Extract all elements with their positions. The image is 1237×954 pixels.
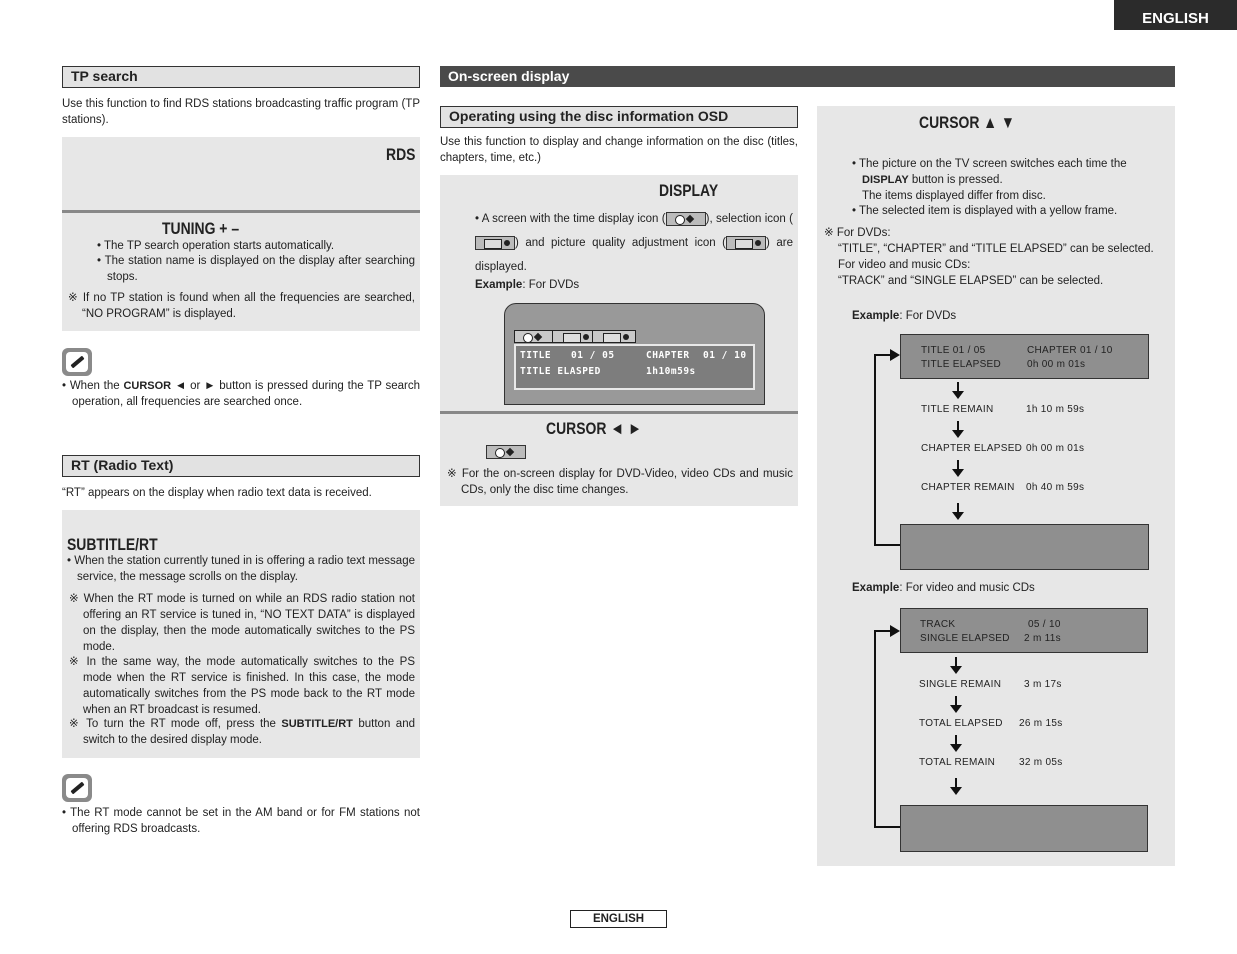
cd-empty-box bbox=[900, 805, 1148, 852]
example-dvd-label: Example: For DVDs bbox=[852, 310, 957, 322]
tp-tip: • When the CURSOR ◄ or ► button is pressed during the TP search operation, all frequencies are searched once. bbox=[62, 380, 420, 408]
dvd-empty-box bbox=[900, 524, 1149, 570]
on-screen-display-title: On-screen display bbox=[448, 68, 570, 84]
rt-intro: “RT” appears on the display when radio text data is received. bbox=[62, 487, 372, 499]
disc-osd-title: Operating using the disc information OSD bbox=[449, 108, 729, 124]
cursor-left-right-button: CURSOR ◄ ► bbox=[546, 419, 642, 438]
selection-icon bbox=[475, 236, 515, 250]
cd-step-value: 3 m 17s bbox=[1024, 679, 1062, 690]
rt-bullet: • When the station currently tuned in is offering a radio text message service, the message scrolls on the display. bbox=[67, 555, 415, 583]
example-cd-label: Example: For video and music CDs bbox=[852, 582, 1035, 594]
footer-language-text: ENGLISH bbox=[592, 913, 645, 925]
cd-single-value: 2 m 11s bbox=[1024, 633, 1061, 644]
rt-note-1: ※ When the RT mode is turned on while an RDS radio station not offering an RT service is tuned in, “NO TEXT DATA” is displayed on the display, then the mode automatically switches to the PS mode. bbox=[69, 593, 415, 653]
display-note: ※ For the on-screen display for DVD-Video, video CDs and music CDs, only the disc time changes. bbox=[447, 468, 793, 496]
rt-note-2: ※ In the same way, the mode automatically switches to the PS mode when the RT service is finished. In this case, the mode automatically switches from the PS mode back to the RT mode when an RT broadcast is resumed. bbox=[69, 656, 415, 716]
dvd-step-label: TITLE REMAIN bbox=[921, 404, 994, 415]
display-steps-panel bbox=[440, 175, 798, 506]
arrow-down-icon bbox=[949, 696, 963, 714]
arrow-down-icon bbox=[951, 460, 965, 478]
cd-track-label: TRACK bbox=[920, 619, 956, 630]
arrow-down-icon bbox=[951, 503, 965, 521]
osd-info-bar bbox=[514, 344, 755, 390]
osd-elapsed-value: 1h10m59s bbox=[646, 366, 696, 377]
tp-bullet-1: • The TP search operation starts automatically. bbox=[97, 240, 335, 252]
rt-tip: • The RT mode cannot be set in the AM band or for FM stations not offering RDS broadcasts. bbox=[62, 807, 420, 835]
osd-chapter-value: 01 / 10 bbox=[703, 350, 747, 361]
dvd-title-value: TITLE 01 / 05 bbox=[921, 345, 986, 356]
footer-language-label bbox=[570, 910, 667, 928]
tp-search-intro: Use this function to find RDS stations broadcasting traffic program (TP stations). bbox=[62, 98, 420, 126]
dvd-chapter-value: CHAPTER 01 / 10 bbox=[1027, 345, 1113, 356]
arrow-down-icon bbox=[949, 778, 963, 796]
language-tab-label: ENGLISH bbox=[1142, 10, 1209, 27]
tp-search-title: TP search bbox=[71, 68, 138, 84]
osd-title-value: 01 / 05 bbox=[571, 350, 615, 361]
cd-step-label: TOTAL ELAPSED bbox=[919, 718, 1003, 729]
arrow-down-icon bbox=[949, 657, 963, 675]
example-dvd-label: Example: For DVDs bbox=[475, 279, 580, 291]
tp-search-heading bbox=[62, 66, 420, 88]
tp-note: ※ If no TP station is found when all the frequencies are searched, “NO PROGRAM” is displayed. bbox=[68, 292, 415, 320]
language-tab bbox=[1114, 0, 1237, 30]
cd-step-label: SINGLE REMAIN bbox=[919, 679, 1002, 690]
picture-quality-icon bbox=[726, 236, 766, 250]
osd-picture-icon bbox=[595, 331, 633, 342]
dvd-step-value: 1h 10 m 59s bbox=[1026, 404, 1085, 415]
cd-track-value: 05 / 10 bbox=[1028, 619, 1061, 630]
time-display-icon bbox=[486, 445, 526, 459]
cd-step-label: TOTAL REMAIN bbox=[919, 757, 996, 768]
cursor-bullet-1: • The picture on the TV screen switches each time the DISPLAY button is pressed. The items displayed differ from disc. bbox=[852, 158, 1127, 202]
disc-osd-intro: Use this function to display and change information on the disc (titles, chapters, time, etc.) bbox=[440, 136, 798, 164]
pencil-note-icon bbox=[62, 774, 92, 802]
rds-button: RDS bbox=[386, 145, 416, 164]
tuning-button: TUNING + – bbox=[162, 219, 240, 238]
tv-screen bbox=[504, 303, 765, 405]
display-button: DISPLAY bbox=[659, 181, 719, 200]
cd-step-value: 26 m 15s bbox=[1019, 718, 1063, 729]
loop-line bbox=[874, 544, 900, 546]
rt-steps-panel bbox=[62, 510, 420, 758]
loop-line bbox=[874, 826, 900, 828]
cursor-bullet-2: • The selected item is displayed with a yellow frame. bbox=[852, 205, 1118, 217]
display-bullet: • A screen with the time display icon ( ), selection icon () and picture quality adjustment icon ( ) are displayed. bbox=[475, 213, 793, 273]
osd-elapsed-label: TITLE ELASPED bbox=[520, 366, 601, 377]
dvd-step-value: 0h 40 m 59s bbox=[1026, 482, 1085, 493]
arrow-down-icon bbox=[951, 421, 965, 439]
cd-step-value: 32 m 05s bbox=[1019, 757, 1063, 768]
tp-bullet-2: • The station name is displayed on the display after searching stops. bbox=[97, 255, 415, 283]
osd-icon-bar bbox=[514, 330, 636, 343]
rt-title: RT (Radio Text) bbox=[71, 457, 174, 473]
arrow-right-icon bbox=[890, 625, 900, 637]
pencil-note-icon bbox=[62, 348, 92, 376]
cd-osd-box bbox=[900, 608, 1148, 653]
cd-single-label: SINGLE ELAPSED bbox=[920, 633, 1010, 644]
rt-note-3: ※ To turn the RT mode off, press the SUBTITLE/RT button and switch to the desired display mode. bbox=[69, 718, 415, 746]
tp-steps-panel bbox=[62, 137, 420, 331]
on-screen-display-heading bbox=[440, 66, 1175, 87]
dvd-osd-box bbox=[900, 334, 1149, 379]
osd-title-label: TITLE bbox=[520, 350, 552, 361]
dvd-step-value: 0h 00 m 01s bbox=[1026, 443, 1085, 454]
rt-heading bbox=[62, 455, 420, 477]
dvd-step-label: CHAPTER REMAIN bbox=[921, 482, 1015, 493]
arrow-down-icon bbox=[949, 735, 963, 753]
time-display-icon bbox=[666, 212, 706, 226]
cursor-steps-panel bbox=[817, 106, 1175, 866]
cursor-up-down-button: CURSOR ▲ ▼ bbox=[919, 113, 1015, 132]
dvd-elapsed-label: TITLE ELAPSED bbox=[921, 359, 1002, 370]
loop-line bbox=[874, 354, 876, 545]
dvd-step-label: CHAPTER ELAPSED bbox=[921, 443, 1023, 454]
arrow-down-icon bbox=[951, 382, 965, 400]
cursor-note: ※ For DVDs: “TITLE”, “CHAPTER” and “TITLE ELAPSED” can be selected. For video and music CDs: “TRACK” and “SINGLE ELAPSED” can be selected. bbox=[824, 227, 1154, 287]
osd-chapter-label: CHAPTER bbox=[646, 350, 690, 361]
subtitle-rt-button: SUBTITLE/RT bbox=[67, 535, 158, 554]
disc-osd-heading bbox=[440, 106, 798, 128]
dvd-elapsed-value: 0h 00 m 01s bbox=[1027, 359, 1086, 370]
osd-time-icon bbox=[515, 331, 553, 342]
step-divider bbox=[440, 411, 798, 414]
arrow-right-icon bbox=[890, 349, 900, 361]
osd-selection-icon bbox=[555, 331, 593, 342]
step-divider bbox=[62, 210, 420, 213]
loop-line bbox=[874, 630, 876, 828]
